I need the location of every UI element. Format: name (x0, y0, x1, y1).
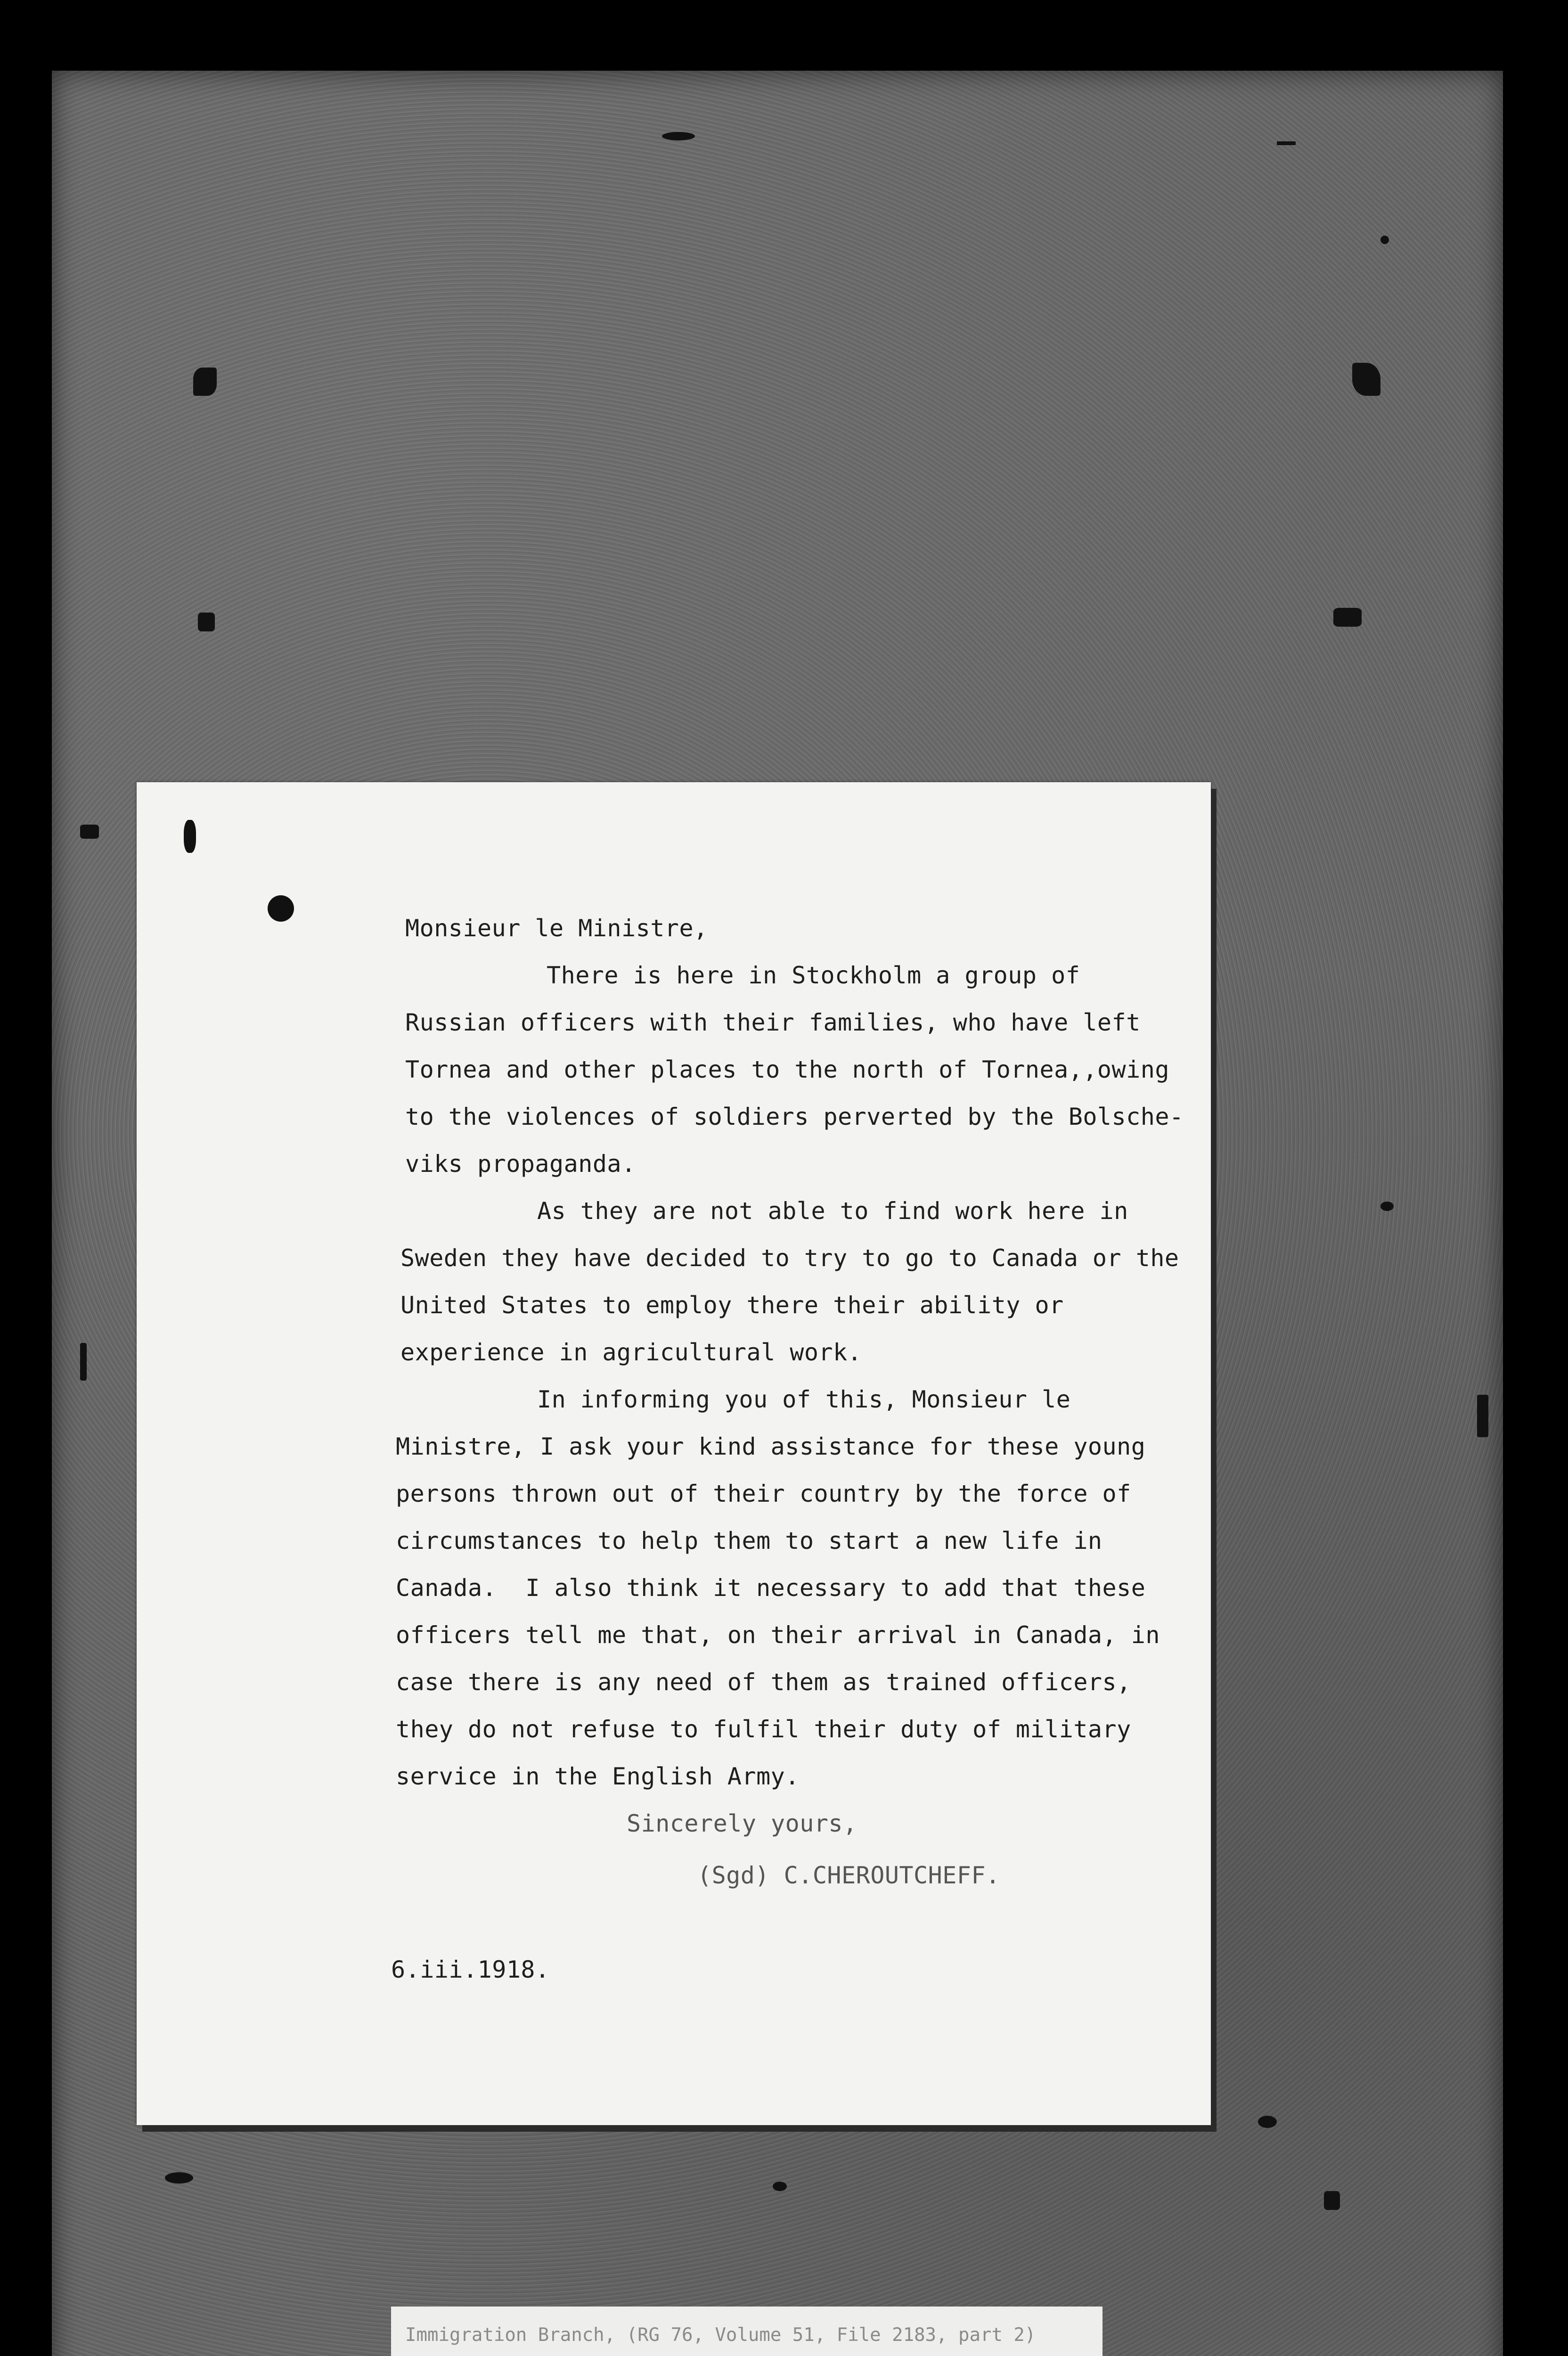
letter-line: to the violences of soldiers perverted by the Bolsche- (405, 1103, 1184, 1130)
letter-date: 6.iii.1918. (391, 1956, 550, 1983)
board-mark (1352, 363, 1380, 396)
board-mark (1258, 2116, 1277, 2128)
punch-hole (268, 895, 294, 922)
letter-line: Ministre, I ask your kind assistance for these young (396, 1433, 1146, 1460)
board-mark (165, 2172, 193, 2184)
board-mark (662, 132, 695, 140)
letter-line: United States to employ there their ability or (400, 1292, 1064, 1319)
typed-letter (137, 782, 1211, 2125)
letter-line: circumstances to help them to start a new life in (396, 1527, 1102, 1554)
punch-hole (184, 820, 196, 853)
letter-line: experience in agricultural work. (400, 1339, 862, 1366)
board-mark (1333, 608, 1362, 627)
board-mark (193, 368, 217, 396)
letter-signature: (Sgd) C.CHEROUTCHEFF. (697, 1862, 1000, 1889)
reference-label (391, 2307, 1102, 2356)
letter-line: There is here in Stockholm a group of (547, 962, 1080, 989)
letter-line: Sweden they have decided to try to go to Canada or the (400, 1244, 1179, 1272)
letter-line: viks propaganda. (405, 1150, 636, 1178)
letter-line: service in the English Army. (396, 1763, 800, 1790)
letter-line: Canada. I also think it necessary to add that these (396, 1574, 1146, 1602)
letter-line: they do not refuse to fulfil their duty of military (396, 1716, 1131, 1743)
board-mark (1380, 1202, 1394, 1211)
letter-line: In informing you of this, Monsieur le (537, 1386, 1071, 1413)
board-mark (198, 613, 215, 631)
letter-closing: Sincerely yours, (627, 1810, 858, 1837)
letter-line: As they are not able to find work here in (537, 1197, 1128, 1225)
letter-line: case there is any need of them as trained officers, (396, 1669, 1131, 1696)
board-mark (1380, 236, 1389, 244)
letter-line: Russian officers with their families, who have left (405, 1009, 1141, 1036)
letter-salutation: Monsieur le Ministre, (405, 915, 708, 942)
letter-line: officers tell me that, on their arrival in Canada, in (396, 1621, 1160, 1649)
board-mark (1324, 2191, 1340, 2210)
reference-label-text: Immigration Branch, (RG 76, Volume 51, File 2183, part 2) (405, 2324, 1036, 2346)
board-mark (1277, 141, 1296, 145)
board-mark (80, 825, 99, 839)
board-mark (1477, 1395, 1488, 1437)
letter-line: persons thrown out of their country by the force of (396, 1480, 1131, 1507)
board-mark (773, 2182, 787, 2191)
letter-line: Tornea and other places to the north of Tornea,,owing (405, 1056, 1169, 1083)
board-mark (80, 1343, 87, 1381)
